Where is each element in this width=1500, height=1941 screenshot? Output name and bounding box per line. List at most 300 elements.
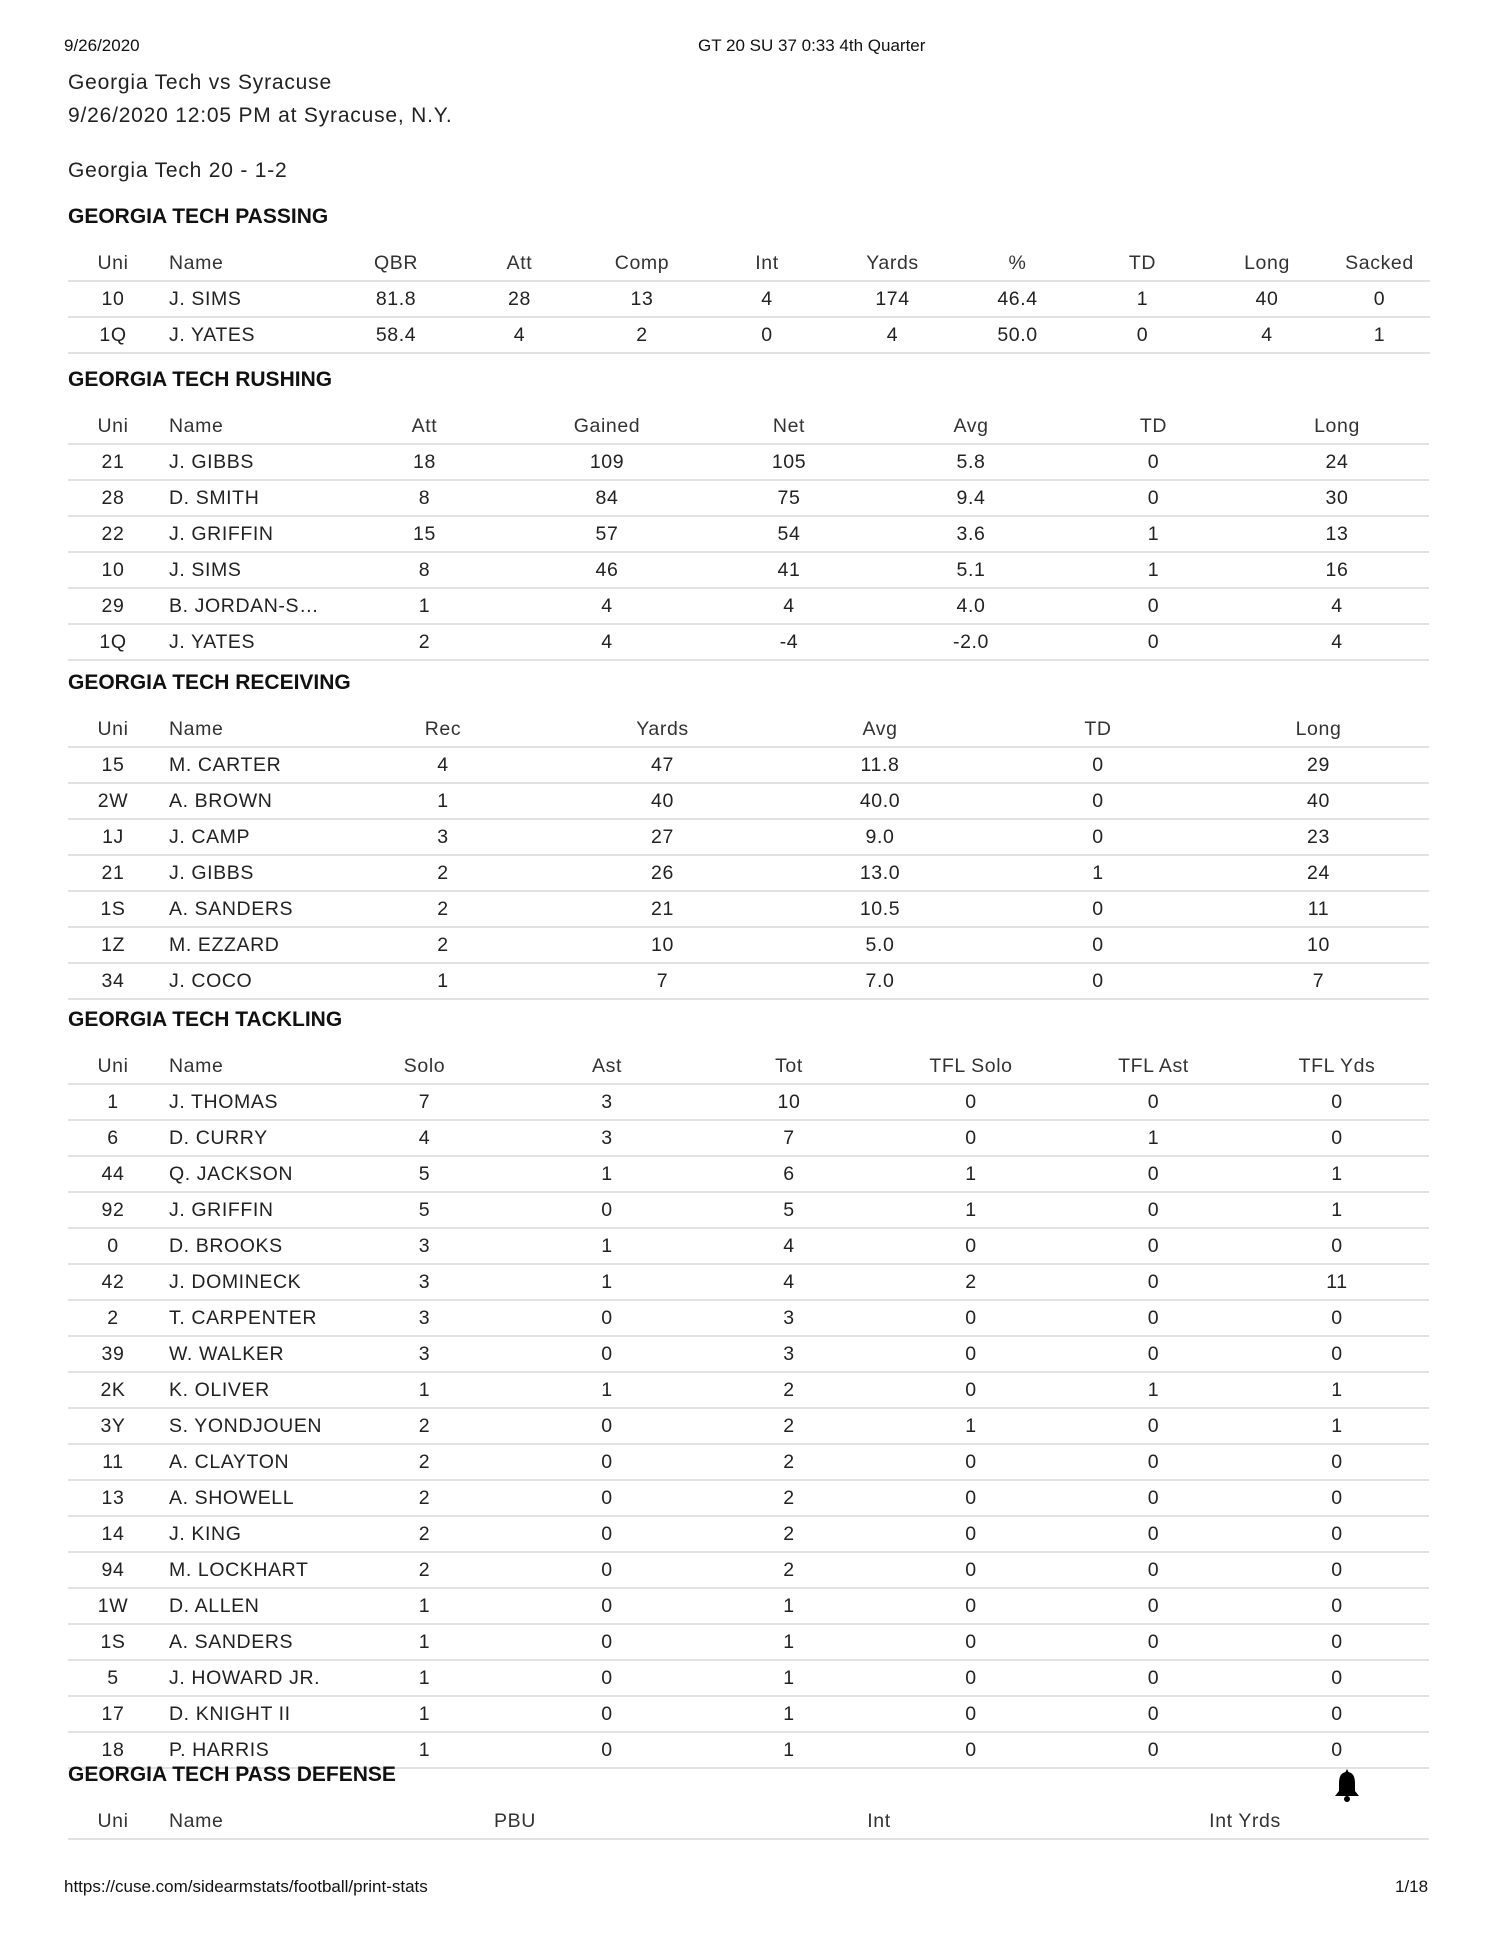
- column-header-yards: Yards: [553, 712, 772, 747]
- game-datetime-location: 9/26/2020 12:05 PM at Syracuse, N.Y.: [68, 104, 453, 127]
- cell-int: 4: [704, 281, 830, 317]
- cell-uni: 1J: [68, 819, 158, 855]
- cell-sacked: 1: [1329, 317, 1430, 353]
- cell-long: 30: [1245, 480, 1429, 516]
- cell-uni: 6: [68, 1120, 158, 1156]
- passing-table: [68, 246, 1430, 354]
- cell-tot: 7: [698, 1120, 880, 1156]
- cell-ast: 0: [516, 1624, 698, 1660]
- cell-uni: 92: [68, 1192, 158, 1228]
- column-header-int-yrds: Int Yrds: [1061, 1804, 1429, 1839]
- passing-title: GEORGIA TECH PASSING: [68, 205, 329, 228]
- cell-tfl-solo: 2: [880, 1264, 1062, 1300]
- cell-name: J. GIBBS: [158, 444, 333, 480]
- cell-avg: 11.8: [772, 747, 988, 783]
- cell-long: 4: [1205, 317, 1329, 353]
- cell-ast: 1: [516, 1264, 698, 1300]
- cell-solo: 1: [333, 1624, 516, 1660]
- cell-uni: 14: [68, 1516, 158, 1552]
- cell-avg: 9.0: [772, 819, 988, 855]
- receiving-section: [68, 669, 1429, 1000]
- cell-comp: 2: [580, 317, 704, 353]
- cell-avg: 10.5: [772, 891, 988, 927]
- cell-name: J. THOMAS: [158, 1084, 333, 1120]
- cell-solo: 3: [333, 1336, 516, 1372]
- column-header-avg: Avg: [772, 712, 988, 747]
- cell-avg: 3.6: [880, 516, 1062, 552]
- cell-tot: 3: [698, 1300, 880, 1336]
- cell-att: 8: [333, 480, 516, 516]
- cell-gained: 46: [516, 552, 698, 588]
- cell-tfl-solo: 0: [880, 1516, 1062, 1552]
- table-row: [68, 1624, 1429, 1660]
- cell-tfl-yds: 0: [1245, 1624, 1429, 1660]
- column-header-qbr: QBR: [333, 246, 459, 281]
- cell-td: 0: [1062, 588, 1245, 624]
- column-header-rec: Rec: [333, 712, 553, 747]
- cell-tfl-yds: 0: [1245, 1552, 1429, 1588]
- cell-name: T. CARPENTER: [158, 1300, 333, 1336]
- cell-tfl-solo: 0: [880, 1300, 1062, 1336]
- table-row: [68, 1156, 1429, 1192]
- footer-page-number: 1/18: [1395, 1877, 1429, 1896]
- cell-uni: 10: [68, 281, 158, 317]
- cell-name: P. HARRIS: [158, 1732, 333, 1768]
- cell-att: 2: [333, 624, 516, 660]
- cell-ast: 1: [516, 1228, 698, 1264]
- cell-tfl-ast: 0: [1062, 1552, 1245, 1588]
- cell-rec: 3: [333, 819, 553, 855]
- cell-name: J. KING: [158, 1516, 333, 1552]
- cell-att: 28: [459, 281, 580, 317]
- rushing-table: [68, 409, 1429, 661]
- cell-ast: 0: [516, 1552, 698, 1588]
- cell-tfl-solo: 0: [880, 1732, 1062, 1768]
- cell-tfl-ast: 0: [1062, 1264, 1245, 1300]
- column-header-long: Long: [1205, 246, 1329, 281]
- cell-tfl-yds: 0: [1245, 1228, 1429, 1264]
- cell-tot: 2: [698, 1372, 880, 1408]
- cell-avg: 5.0: [772, 927, 988, 963]
- cell-tfl-ast: 0: [1062, 1084, 1245, 1120]
- cell-tot: 4: [698, 1264, 880, 1300]
- cell-solo: 1: [333, 1588, 516, 1624]
- cell-int: 0: [704, 317, 830, 353]
- cell-yards: 27: [553, 819, 772, 855]
- cell-att: 15: [333, 516, 516, 552]
- cell-ast: 3: [516, 1084, 698, 1120]
- table-row: [68, 1516, 1429, 1552]
- cell-yards: 7: [553, 963, 772, 999]
- cell-tfl-solo: 0: [880, 1336, 1062, 1372]
- table-row: [68, 588, 1429, 624]
- column-header-tfl-yds: TFL Yds: [1245, 1049, 1429, 1084]
- table-header-row: [68, 1049, 1429, 1084]
- cell-tfl-yds: 11: [1245, 1264, 1429, 1300]
- cell-td: 1: [988, 855, 1208, 891]
- table-row: [68, 317, 1430, 353]
- cell-uni: 28: [68, 480, 158, 516]
- column-header-pbu: PBU: [333, 1804, 697, 1839]
- cell-tot: 1: [698, 1732, 880, 1768]
- table-row: [68, 1552, 1429, 1588]
- cell-name: J. GRIFFIN: [158, 1192, 333, 1228]
- cell-tfl-solo: 0: [880, 1552, 1062, 1588]
- cell-long: 24: [1208, 855, 1429, 891]
- column-header-sacked: Sacked: [1329, 246, 1430, 281]
- column-header-att: Att: [333, 409, 516, 444]
- column-header-long: Long: [1245, 409, 1429, 444]
- cell-name: A. CLAYTON: [158, 1444, 333, 1480]
- cell-name: J. GIBBS: [158, 855, 333, 891]
- cell-gained: 4: [516, 624, 698, 660]
- cell-long: 16: [1245, 552, 1429, 588]
- cell-tfl-yds: 0: [1245, 1588, 1429, 1624]
- cell-uni: 2K: [68, 1372, 158, 1408]
- cell-comp: 13: [580, 281, 704, 317]
- cell-tfl-solo: 0: [880, 1588, 1062, 1624]
- cell-tfl-yds: 1: [1245, 1156, 1429, 1192]
- cell-td: 0: [1062, 480, 1245, 516]
- cell-name: D. SMITH: [158, 480, 333, 516]
- cell-tfl-ast: 0: [1062, 1444, 1245, 1480]
- cell-net: 75: [698, 480, 880, 516]
- cell-tfl-solo: 1: [880, 1192, 1062, 1228]
- cell--: 46.4: [955, 281, 1080, 317]
- table-row: [68, 1120, 1429, 1156]
- cell-solo: 7: [333, 1084, 516, 1120]
- cell-td: 1: [1062, 552, 1245, 588]
- cell-avg: 5.8: [880, 444, 1062, 480]
- cell-long: 4: [1245, 624, 1429, 660]
- cell-rec: 2: [333, 891, 553, 927]
- cell-tfl-ast: 0: [1062, 1660, 1245, 1696]
- cell-yards: 21: [553, 891, 772, 927]
- cell-td: 0: [988, 963, 1208, 999]
- cell-tot: 1: [698, 1624, 880, 1660]
- table-row: [68, 747, 1429, 783]
- table-row: [68, 855, 1429, 891]
- cell-tfl-solo: 0: [880, 1444, 1062, 1480]
- cell-ast: 1: [516, 1372, 698, 1408]
- cell-uni: 15: [68, 747, 158, 783]
- rushing-section: [68, 366, 1429, 661]
- cell-ast: 0: [516, 1480, 698, 1516]
- cell-avg: 5.1: [880, 552, 1062, 588]
- cell-long: 23: [1208, 819, 1429, 855]
- cell-long: 7: [1208, 963, 1429, 999]
- table-row: [68, 963, 1429, 999]
- table-row: [68, 1444, 1429, 1480]
- cell-tot: 2: [698, 1444, 880, 1480]
- cell-tfl-solo: 0: [880, 1696, 1062, 1732]
- cell-rec: 2: [333, 855, 553, 891]
- bell-icon[interactable]: [1334, 1768, 1360, 1802]
- tackling-section: [68, 1006, 1429, 1769]
- table-header-row: [68, 712, 1429, 747]
- cell-avg: 13.0: [772, 855, 988, 891]
- cell-tfl-yds: 1: [1245, 1192, 1429, 1228]
- column-header-uni: Uni: [68, 1049, 158, 1084]
- cell-gained: 57: [516, 516, 698, 552]
- table-header-row: [68, 1804, 1429, 1839]
- footer-url: https://cuse.com/sidearmstats/football/print-stats: [64, 1877, 428, 1896]
- game-matchup: Georgia Tech vs Syracuse: [68, 71, 332, 94]
- column-header-yards: Yards: [830, 246, 955, 281]
- cell-solo: 1: [333, 1732, 516, 1768]
- cell-name: M. EZZARD: [158, 927, 333, 963]
- pass-defense-title: GEORGIA TECH PASS DEFENSE: [68, 1763, 396, 1786]
- cell-tot: 4: [698, 1228, 880, 1264]
- cell-ast: 1: [516, 1156, 698, 1192]
- column-header-tfl-ast: TFL Ast: [1062, 1049, 1245, 1084]
- cell-tot: 2: [698, 1408, 880, 1444]
- cell-tfl-ast: 0: [1062, 1408, 1245, 1444]
- cell-name: J. SIMS: [158, 281, 333, 317]
- cell-solo: 2: [333, 1552, 516, 1588]
- table-row: [68, 444, 1429, 480]
- cell-sacked: 0: [1329, 281, 1430, 317]
- cell-uni: 21: [68, 855, 158, 891]
- cell-long: 40: [1208, 783, 1429, 819]
- cell-name: M. LOCKHART: [158, 1552, 333, 1588]
- cell-uni: 0: [68, 1228, 158, 1264]
- cell-uni: 94: [68, 1552, 158, 1588]
- cell-tfl-yds: 0: [1245, 1660, 1429, 1696]
- column-header-solo: Solo: [333, 1049, 516, 1084]
- cell-name: J. SIMS: [158, 552, 333, 588]
- cell-long: 13: [1245, 516, 1429, 552]
- cell-att: 18: [333, 444, 516, 480]
- cell-ast: 0: [516, 1660, 698, 1696]
- cell-rec: 4: [333, 747, 553, 783]
- cell-uni: 18: [68, 1732, 158, 1768]
- cell-solo: 2: [333, 1408, 516, 1444]
- receiving-table: [68, 712, 1429, 1000]
- cell-uni: 1S: [68, 891, 158, 927]
- table-row: [68, 783, 1429, 819]
- cell-td: 1: [1080, 281, 1205, 317]
- cell-solo: 1: [333, 1696, 516, 1732]
- cell-solo: 3: [333, 1228, 516, 1264]
- column-header-gained: Gained: [516, 409, 698, 444]
- column-header-avg: Avg: [880, 409, 1062, 444]
- cell-ast: 0: [516, 1192, 698, 1228]
- tackling-title: GEORGIA TECH TACKLING: [68, 1008, 343, 1031]
- cell-tfl-ast: 0: [1062, 1192, 1245, 1228]
- cell-tfl-yds: 1: [1245, 1408, 1429, 1444]
- cell-tfl-yds: 1: [1245, 1372, 1429, 1408]
- cell-long: 40: [1205, 281, 1329, 317]
- cell-name: A. SANDERS: [158, 891, 333, 927]
- cell-solo: 1: [333, 1372, 516, 1408]
- cell-tfl-ast: 0: [1062, 1732, 1245, 1768]
- column-header-uni: Uni: [68, 246, 158, 281]
- cell-avg: 4.0: [880, 588, 1062, 624]
- cell-att: 4: [459, 317, 580, 353]
- cell-tfl-solo: 0: [880, 1660, 1062, 1696]
- column-header-td: TD: [988, 712, 1208, 747]
- cell-ast: 0: [516, 1696, 698, 1732]
- cell-net: 54: [698, 516, 880, 552]
- cell-name: A. SANDERS: [158, 1624, 333, 1660]
- cell-name: W. WALKER: [158, 1336, 333, 1372]
- cell-long: 24: [1245, 444, 1429, 480]
- cell-tfl-yds: 0: [1245, 1336, 1429, 1372]
- cell-tfl-solo: 1: [880, 1156, 1062, 1192]
- cell-tfl-ast: 0: [1062, 1516, 1245, 1552]
- cell-tfl-solo: 0: [880, 1120, 1062, 1156]
- column-header-tot: Tot: [698, 1049, 880, 1084]
- cell-name: J. COCO: [158, 963, 333, 999]
- cell-uni: 1Z: [68, 927, 158, 963]
- cell-ast: 0: [516, 1300, 698, 1336]
- cell-yards: 26: [553, 855, 772, 891]
- cell-solo: 1: [333, 1660, 516, 1696]
- cell-yards: 174: [830, 281, 955, 317]
- cell-tfl-yds: 0: [1245, 1480, 1429, 1516]
- cell-ast: 0: [516, 1588, 698, 1624]
- cell-tot: 5: [698, 1192, 880, 1228]
- cell-uni: 1S: [68, 1624, 158, 1660]
- cell-uni: 21: [68, 444, 158, 480]
- cell-gained: 4: [516, 588, 698, 624]
- table-row: [68, 1588, 1429, 1624]
- cell-td: 0: [988, 891, 1208, 927]
- cell-td: 0: [988, 747, 1208, 783]
- column-header-uni: Uni: [68, 409, 158, 444]
- table-row: [68, 1228, 1429, 1264]
- cell-tfl-yds: 0: [1245, 1444, 1429, 1480]
- cell-net: 41: [698, 552, 880, 588]
- cell-uni: 3Y: [68, 1408, 158, 1444]
- column-header-name: Name: [158, 1049, 333, 1084]
- cell-name: D. CURRY: [158, 1120, 333, 1156]
- cell-tfl-ast: 0: [1062, 1300, 1245, 1336]
- cell-name: J. HOWARD JR.: [158, 1660, 333, 1696]
- cell-name: D. KNIGHT II: [158, 1696, 333, 1732]
- cell-tfl-ast: 0: [1062, 1588, 1245, 1624]
- cell-tot: 1: [698, 1588, 880, 1624]
- cell-tot: 2: [698, 1552, 880, 1588]
- cell-tot: 10: [698, 1084, 880, 1120]
- print-title: GT 20 SU 37 0:33 4th Quarter: [698, 36, 926, 55]
- cell-ast: 0: [516, 1336, 698, 1372]
- cell-name: J. CAMP: [158, 819, 333, 855]
- cell-tfl-yds: 0: [1245, 1300, 1429, 1336]
- column-header-uni: Uni: [68, 1804, 158, 1839]
- cell-uni: 17: [68, 1696, 158, 1732]
- cell-avg: -2.0: [880, 624, 1062, 660]
- cell-rec: 1: [333, 963, 553, 999]
- cell-att: 1: [333, 588, 516, 624]
- cell-uni: 13: [68, 1480, 158, 1516]
- cell-yards: 10: [553, 927, 772, 963]
- cell-qbr: 58.4: [333, 317, 459, 353]
- table-row: [68, 891, 1429, 927]
- cell-name: D. BROOKS: [158, 1228, 333, 1264]
- cell-uni: 1W: [68, 1588, 158, 1624]
- column-header-int: Int: [697, 1804, 1061, 1839]
- cell-long: 29: [1208, 747, 1429, 783]
- column-header-td: TD: [1062, 409, 1245, 444]
- table-row: [68, 1336, 1429, 1372]
- cell-tfl-yds: 0: [1245, 1120, 1429, 1156]
- cell-tot: 6: [698, 1156, 880, 1192]
- cell-tfl-ast: 0: [1062, 1696, 1245, 1732]
- tackling-table: [68, 1049, 1429, 1769]
- cell-ast: 0: [516, 1516, 698, 1552]
- cell-uni: 2W: [68, 783, 158, 819]
- cell-uni: 11: [68, 1444, 158, 1480]
- cell-tfl-solo: 0: [880, 1480, 1062, 1516]
- table-header-row: [68, 409, 1429, 444]
- cell-td: 1: [1062, 516, 1245, 552]
- column-header-att: Att: [459, 246, 580, 281]
- cell-uni: 44: [68, 1156, 158, 1192]
- table-row: [68, 1372, 1429, 1408]
- table-row: [68, 1480, 1429, 1516]
- cell-uni: 39: [68, 1336, 158, 1372]
- cell-tfl-solo: 0: [880, 1084, 1062, 1120]
- cell-ast: 0: [516, 1444, 698, 1480]
- cell-tfl-ast: 0: [1062, 1156, 1245, 1192]
- table-row: [68, 480, 1429, 516]
- cell-name: A. SHOWELL: [158, 1480, 333, 1516]
- column-header-tfl-solo: TFL Solo: [880, 1049, 1062, 1084]
- cell-td: 0: [1062, 444, 1245, 480]
- cell-avg: 9.4: [880, 480, 1062, 516]
- cell-uni: 1: [68, 1084, 158, 1120]
- cell-name: B. JORDAN-S…: [158, 588, 333, 624]
- cell-name: J. YATES: [158, 317, 333, 353]
- print-date: 9/26/2020: [64, 36, 140, 55]
- cell-name: K. OLIVER: [158, 1372, 333, 1408]
- cell-td: 0: [1062, 624, 1245, 660]
- cell-rec: 1: [333, 783, 553, 819]
- cell-long: 11: [1208, 891, 1429, 927]
- table-header-row: [68, 246, 1430, 281]
- rushing-title: GEORGIA TECH RUSHING: [68, 368, 333, 391]
- cell-name: J. YATES: [158, 624, 333, 660]
- column-header-net: Net: [698, 409, 880, 444]
- cell-name: J. GRIFFIN: [158, 516, 333, 552]
- table-row: [68, 281, 1430, 317]
- cell-tfl-ast: 1: [1062, 1372, 1245, 1408]
- cell-solo: 5: [333, 1192, 516, 1228]
- cell-name: A. BROWN: [158, 783, 333, 819]
- cell-tfl-solo: 0: [880, 1624, 1062, 1660]
- cell-qbr: 81.8: [333, 281, 459, 317]
- cell-name: J. DOMINECK: [158, 1264, 333, 1300]
- pass-defense-table: [68, 1804, 1429, 1840]
- cell-tot: 2: [698, 1516, 880, 1552]
- column-header-int: Int: [704, 246, 830, 281]
- table-row: [68, 819, 1429, 855]
- column-header-name: Name: [158, 712, 333, 747]
- cell-net: -4: [698, 624, 880, 660]
- cell-tfl-solo: 1: [880, 1408, 1062, 1444]
- cell-uni: 1Q: [68, 317, 158, 353]
- cell-solo: 3: [333, 1264, 516, 1300]
- cell-uni: 2: [68, 1300, 158, 1336]
- cell-net: 4: [698, 588, 880, 624]
- table-row: [68, 1696, 1429, 1732]
- cell-tfl-ast: 0: [1062, 1228, 1245, 1264]
- cell-tfl-yds: 0: [1245, 1084, 1429, 1120]
- cell-gained: 84: [516, 480, 698, 516]
- column-header-comp: Comp: [580, 246, 704, 281]
